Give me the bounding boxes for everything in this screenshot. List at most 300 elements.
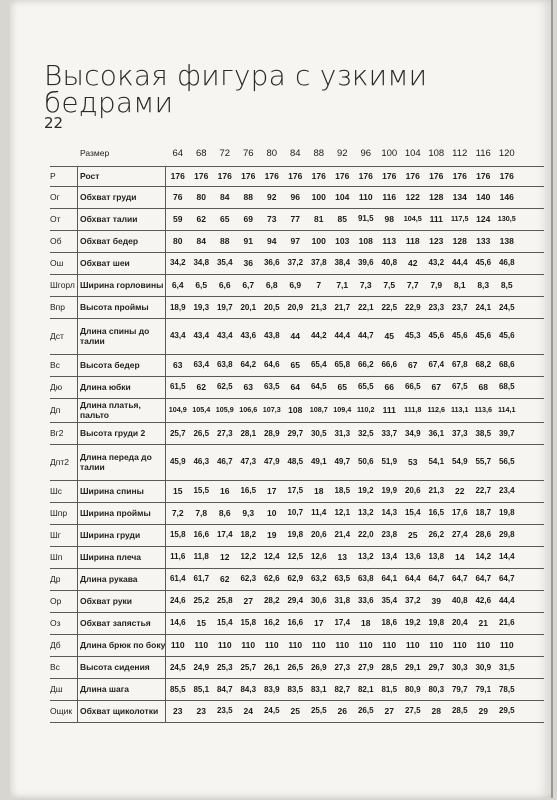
value-cell: 105,4 (192, 405, 211, 414)
measure-abbr: Вг2 (50, 428, 64, 438)
value-cell: 133 (476, 236, 491, 246)
size-values (166, 148, 544, 159)
value-cell: 22,1 (357, 302, 374, 312)
value-cell: 10 (267, 508, 277, 518)
value-cell: 45,6 (475, 331, 492, 340)
value-cell: 20,9 (287, 302, 304, 312)
value-cell: 113,1 (450, 405, 469, 414)
value-cell: 111,8 (404, 405, 422, 414)
value-cell: 110 (241, 640, 256, 650)
value-cell: 29,8 (498, 530, 515, 539)
value-cell: 39 (431, 596, 441, 606)
value-cell: 27 (243, 596, 253, 606)
table-row (50, 502, 544, 525)
value-cell: 110 (288, 640, 303, 650)
value-cell: 88 (220, 236, 230, 246)
value-cell: 27,3 (216, 428, 233, 438)
table-row (50, 444, 544, 481)
value-cell: 25,7 (169, 428, 186, 438)
value-cell: 19,3 (193, 302, 210, 312)
value-cell: 28,9 (263, 428, 280, 438)
value-cell: 46,8 (498, 258, 515, 267)
measure-abbr: Вс (50, 662, 60, 672)
size-header-cell: 84 (289, 147, 301, 159)
value-cell: 82,1 (357, 684, 374, 694)
measure-name: Ширина плеча (80, 552, 142, 562)
value-cell: 27,9 (357, 662, 374, 672)
value-cell: 6,9 (289, 280, 302, 290)
measure-name: Длина юбки (80, 382, 131, 392)
measure-values (166, 640, 544, 650)
value-cell: 23 (173, 706, 183, 716)
value-cell: 42 (408, 258, 418, 268)
value-cell: 64,4 (404, 574, 421, 583)
value-cell: 15,8 (240, 618, 257, 627)
measure-values (166, 508, 544, 518)
value-cell: 43,8 (263, 331, 280, 340)
value-cell: 65,8 (334, 360, 351, 369)
value-cell: 38,5 (475, 428, 492, 438)
value-cell: 12,2 (240, 552, 257, 561)
column-divider (77, 166, 78, 722)
table-row (50, 422, 544, 445)
table-row (50, 700, 544, 723)
value-cell: 84 (220, 192, 230, 202)
measure-abbr: Ощик (50, 706, 73, 716)
value-cell: 84 (196, 236, 206, 246)
value-cell: 176 (452, 171, 467, 181)
value-cell: 43,4 (193, 331, 210, 340)
value-cell: 15,8 (169, 530, 186, 539)
value-cell: 28,1 (240, 428, 257, 438)
value-cell: 6,6 (218, 280, 231, 290)
page-title: Высокая фигура с узкими бедрами (44, 59, 428, 119)
value-cell: 80,9 (404, 684, 421, 694)
value-cell: 91,5 (357, 214, 374, 223)
value-cell: 14,3 (381, 508, 398, 517)
value-cell: 17 (314, 618, 324, 628)
value-cell: 8,1 (453, 280, 466, 290)
value-cell: 39,6 (357, 258, 374, 267)
value-cell: 67 (431, 382, 441, 392)
value-cell: 12,5 (287, 552, 304, 561)
value-cell: 8,5 (500, 280, 513, 290)
size-header-cell: 96 (360, 147, 372, 159)
value-cell: 68,6 (498, 360, 515, 369)
value-cell: 104,9 (168, 405, 187, 414)
value-cell: 23,5 (216, 706, 233, 715)
value-cell: 110 (335, 640, 350, 650)
size-header-cell: 104 (404, 147, 421, 159)
value-cell: 21,3 (428, 486, 445, 495)
value-cell: 8,6 (218, 508, 231, 518)
value-cell: 18,2 (240, 530, 257, 539)
value-cell: 37,2 (287, 258, 304, 267)
value-cell: 37,2 (404, 596, 421, 605)
size-header-cell: 80 (266, 147, 278, 159)
value-cell: 108 (358, 236, 373, 246)
value-cell: 37,3 (451, 428, 468, 438)
value-cell: 7,2 (171, 508, 184, 518)
value-cell: 63,2 (310, 574, 327, 583)
size-header-cell: 112 (452, 147, 468, 159)
value-cell: 34,9 (404, 428, 421, 438)
book-page (10, 0, 553, 798)
value-cell: 85 (337, 214, 347, 224)
value-cell: 7 (316, 280, 322, 290)
measure-abbr: Вс (50, 360, 60, 370)
measure-name: Обхват шеи (80, 258, 130, 268)
measure-abbr: Ор (50, 596, 62, 606)
value-cell: 66,6 (381, 360, 398, 369)
value-cell: 117,5 (450, 214, 469, 223)
value-cell: 13,2 (357, 508, 374, 517)
size-header-cell: 68 (195, 147, 207, 159)
value-cell: 108 (288, 405, 303, 415)
size-header-cell: 120 (498, 147, 515, 159)
value-cell: 26,5 (193, 428, 210, 438)
value-cell: 31,3 (334, 428, 351, 438)
value-cell: 80 (173, 236, 183, 246)
value-cell: 111 (382, 405, 396, 415)
value-cell: 45 (384, 331, 394, 341)
value-cell: 80,3 (428, 684, 445, 694)
value-cell: 24,1 (475, 302, 492, 312)
value-cell: 68 (478, 382, 488, 392)
value-cell: 16,6 (193, 530, 210, 539)
value-cell: 110 (382, 640, 397, 650)
value-cell: 113 (382, 236, 397, 246)
value-cell: 7,5 (383, 280, 396, 290)
value-cell: 103 (335, 236, 350, 246)
value-cell: 65,5 (357, 382, 374, 391)
value-cell: 64,2 (240, 360, 257, 369)
value-cell: 21 (478, 618, 488, 628)
measure-values (166, 429, 544, 438)
value-cell: 33,6 (357, 596, 374, 605)
value-cell: 17,6 (451, 508, 468, 517)
page-number: 22 (44, 114, 64, 132)
value-cell: 20,5 (263, 302, 280, 312)
measure-abbr: Ош (50, 258, 64, 268)
size-header-cell: 76 (242, 147, 254, 159)
value-cell: 94 (267, 236, 277, 246)
value-cell: 69 (243, 214, 253, 224)
value-cell: 114,1 (497, 405, 516, 414)
value-cell: 27,4 (451, 530, 468, 539)
value-cell: 18,6 (381, 618, 398, 627)
value-cell: 19 (267, 530, 277, 540)
value-cell: 14,4 (498, 552, 515, 561)
measure-name: Обхват запястья (80, 618, 151, 628)
measure-values (166, 280, 544, 290)
value-cell: 12,1 (334, 508, 351, 517)
value-cell: 45,3 (404, 331, 421, 340)
measure-abbr: Др (50, 574, 61, 584)
value-cell: 29,5 (498, 706, 515, 715)
value-cell: 65 (290, 360, 300, 370)
value-cell: 55,7 (475, 457, 492, 466)
table-row (50, 678, 544, 701)
measure-values (166, 457, 544, 467)
value-cell: 176 (382, 171, 397, 181)
value-cell: 25,8 (216, 596, 233, 605)
value-cell: 45,6 (475, 258, 492, 267)
size-header-cell: 88 (313, 147, 325, 159)
value-cell: 97 (290, 236, 300, 246)
value-cell: 25,7 (240, 662, 257, 672)
measure-abbr: Дю (50, 382, 63, 392)
measure-values (166, 214, 544, 224)
measure-values (166, 552, 544, 562)
value-cell: 62 (220, 574, 230, 584)
value-cell: 63,4 (193, 360, 210, 369)
value-cell: 24,5 (169, 662, 186, 672)
value-cell: 36,1 (428, 428, 445, 438)
table-row (50, 546, 544, 569)
value-cell: 109,4 (333, 405, 352, 414)
value-cell: 62,6 (263, 574, 280, 583)
value-cell: 19,7 (216, 302, 233, 312)
value-cell: 24,5 (263, 706, 280, 715)
value-cell: 46,7 (216, 457, 233, 466)
value-cell: 61,5 (169, 382, 186, 391)
value-cell: 28 (431, 706, 441, 716)
value-cell: 67,8 (451, 360, 468, 369)
value-cell: 14,2 (475, 552, 492, 561)
value-cell: 13,4 (381, 552, 398, 561)
value-cell: 64,7 (498, 574, 515, 583)
value-cell: 122 (405, 192, 420, 202)
table-row (50, 634, 544, 657)
value-cell: 25,5 (310, 706, 327, 715)
value-cell: 25 (290, 706, 300, 716)
value-cell: 62,3 (240, 574, 257, 583)
value-cell: 104 (335, 192, 350, 202)
value-cell: 176 (217, 171, 232, 181)
value-cell: 118 (405, 236, 420, 246)
value-cell: 37,8 (310, 258, 327, 267)
value-cell: 12,4 (263, 552, 280, 561)
value-cell: 45,6 (451, 331, 468, 340)
value-cell: 128 (452, 236, 467, 246)
value-cell: 18,9 (169, 302, 186, 312)
table-row (50, 524, 544, 547)
value-cell: 28,6 (475, 530, 492, 539)
value-cell: 85,5 (169, 684, 186, 694)
value-cell: 9,3 (242, 508, 255, 518)
value-cell: 30,3 (451, 662, 468, 672)
value-cell: 92 (267, 192, 277, 202)
value-cell: 62 (196, 214, 206, 224)
table-row (50, 612, 544, 635)
header-label: Размер (80, 148, 110, 158)
value-cell: 83,1 (310, 684, 327, 694)
table-row (50, 398, 544, 423)
value-cell: 24,9 (193, 662, 210, 672)
measure-abbr: Дб (50, 640, 61, 650)
value-cell: 18 (361, 618, 371, 628)
value-cell: 19,9 (381, 486, 398, 495)
measure-abbr: От (50, 214, 61, 224)
value-cell: 46,3 (193, 457, 210, 466)
value-cell: 11,4 (311, 508, 327, 517)
measure-name: Высота бедер (80, 360, 140, 370)
value-cell: 51,9 (381, 457, 398, 466)
value-cell: 15 (196, 618, 206, 628)
value-cell: 176 (288, 171, 303, 181)
measure-values (166, 486, 544, 496)
value-cell: 19,8 (498, 508, 515, 517)
value-cell: 11,8 (193, 552, 209, 561)
value-cell: 110 (194, 640, 209, 650)
value-cell: 124 (476, 214, 491, 224)
value-cell: 25 (408, 530, 418, 540)
value-cell: 176 (264, 171, 279, 181)
table-row (50, 480, 544, 503)
value-cell: 15,5 (193, 486, 210, 495)
value-cell: 23 (196, 706, 206, 716)
value-cell: 15,4 (404, 508, 421, 517)
measure-values (166, 236, 544, 246)
measure-name: Высота сидения (80, 662, 150, 672)
measure-name: Ширина груди (80, 530, 141, 540)
measure-name: Обхват талии (80, 214, 138, 224)
value-cell: 30,9 (475, 662, 492, 672)
value-cell: 44,7 (357, 331, 374, 340)
value-cell: 15 (173, 486, 183, 496)
table-row (50, 376, 544, 399)
value-cell: 29,1 (404, 662, 421, 672)
measure-values (166, 360, 544, 370)
value-cell: 79,7 (451, 684, 468, 694)
value-cell: 49,7 (334, 457, 351, 466)
value-cell: 29 (478, 706, 488, 716)
value-cell: 63 (243, 382, 253, 392)
value-cell: 61,4 (169, 574, 186, 583)
measure-name: Длина переда до талии (80, 452, 152, 472)
value-cell: 54,1 (428, 457, 445, 466)
value-cell: 68,5 (498, 382, 515, 391)
value-cell: 13 (337, 552, 347, 562)
value-cell: 34,2 (169, 258, 186, 267)
measure-name: Обхват груди (80, 192, 137, 202)
table-row (50, 318, 544, 355)
value-cell: 64,1 (381, 574, 398, 583)
value-cell: 83,9 (263, 684, 280, 694)
table-row (50, 166, 544, 187)
value-cell: 65 (337, 382, 347, 392)
value-cell: 18,5 (334, 486, 351, 495)
measure-name: Длина рукава (80, 574, 138, 584)
value-cell: 100 (311, 192, 326, 202)
value-cell: 43,4 (216, 331, 233, 340)
value-cell: 39,7 (498, 428, 515, 438)
value-cell: 73 (267, 214, 277, 224)
measure-abbr: Об (50, 236, 62, 246)
value-cell: 54,9 (451, 457, 468, 466)
value-cell: 10,7 (287, 508, 304, 517)
value-cell: 81 (314, 214, 324, 224)
measure-values (166, 405, 544, 415)
value-cell: 22 (455, 486, 465, 496)
value-cell: 64,5 (310, 382, 327, 391)
value-cell: 23,3 (428, 302, 445, 312)
value-cell: 21,7 (334, 302, 351, 312)
measure-name: Обхват щиколотки (80, 706, 159, 716)
value-cell: 108,7 (309, 405, 328, 414)
value-cell: 21,4 (334, 530, 351, 539)
value-cell: 30,6 (310, 596, 327, 605)
measure-name: Ширина спины (80, 486, 144, 496)
value-cell: 47,9 (263, 457, 280, 466)
value-cell: 16,5 (240, 486, 257, 495)
value-cell: 110 (217, 640, 232, 650)
value-cell: 112,6 (427, 405, 446, 414)
value-cell: 17,4 (334, 618, 351, 627)
value-cell: 26,9 (310, 662, 327, 672)
value-cell: 7,7 (406, 280, 419, 290)
value-cell: 43,2 (428, 258, 445, 267)
measure-values (166, 171, 544, 181)
value-cell: 64 (290, 382, 300, 392)
measure-values (166, 530, 544, 540)
measure-abbr: Р (50, 171, 56, 181)
measure-name: Длина спины до талии (80, 326, 150, 346)
table-row (50, 208, 544, 231)
table-row (50, 230, 544, 253)
measure-abbr: Шг (50, 530, 61, 540)
value-cell: 63,5 (263, 382, 280, 391)
value-cell: 64,7 (428, 574, 445, 583)
measure-values (166, 618, 544, 628)
value-cell: 22,5 (381, 302, 398, 312)
value-cell: 67,4 (428, 360, 445, 369)
value-cell: 38,4 (334, 258, 351, 267)
value-cell: 105,9 (215, 405, 234, 414)
value-cell: 110 (499, 640, 514, 650)
measure-name: Обхват бедер (80, 236, 139, 246)
value-cell: 29,7 (428, 662, 445, 672)
size-header-cell: 100 (381, 147, 398, 159)
value-cell: 7,1 (336, 280, 349, 290)
value-cell: 40,8 (451, 596, 468, 605)
value-cell: 25,2 (193, 596, 210, 605)
measure-values (166, 596, 544, 606)
value-cell: 80 (196, 192, 206, 202)
measure-values (166, 192, 544, 202)
value-cell: 49,1 (310, 457, 327, 466)
value-cell: 16,6 (287, 618, 304, 627)
value-cell: 35,4 (381, 596, 398, 605)
value-cell: 62,5 (216, 382, 233, 391)
value-cell: 88 (243, 192, 253, 202)
value-cell: 12 (220, 552, 230, 562)
measure-abbr: Шс (50, 486, 63, 496)
value-cell: 62,9 (287, 574, 304, 583)
value-cell: 20,1 (240, 302, 257, 312)
value-cell: 17,4 (216, 530, 233, 539)
value-cell: 33,7 (381, 428, 398, 438)
value-cell: 23,8 (381, 530, 398, 539)
measure-values (166, 663, 544, 672)
value-cell: 40,8 (381, 258, 398, 267)
value-cell: 18 (314, 486, 324, 496)
value-cell: 110 (405, 640, 420, 650)
value-cell: 98 (384, 214, 394, 224)
value-cell: 65 (220, 214, 230, 224)
measure-abbr: Дш (50, 684, 63, 694)
